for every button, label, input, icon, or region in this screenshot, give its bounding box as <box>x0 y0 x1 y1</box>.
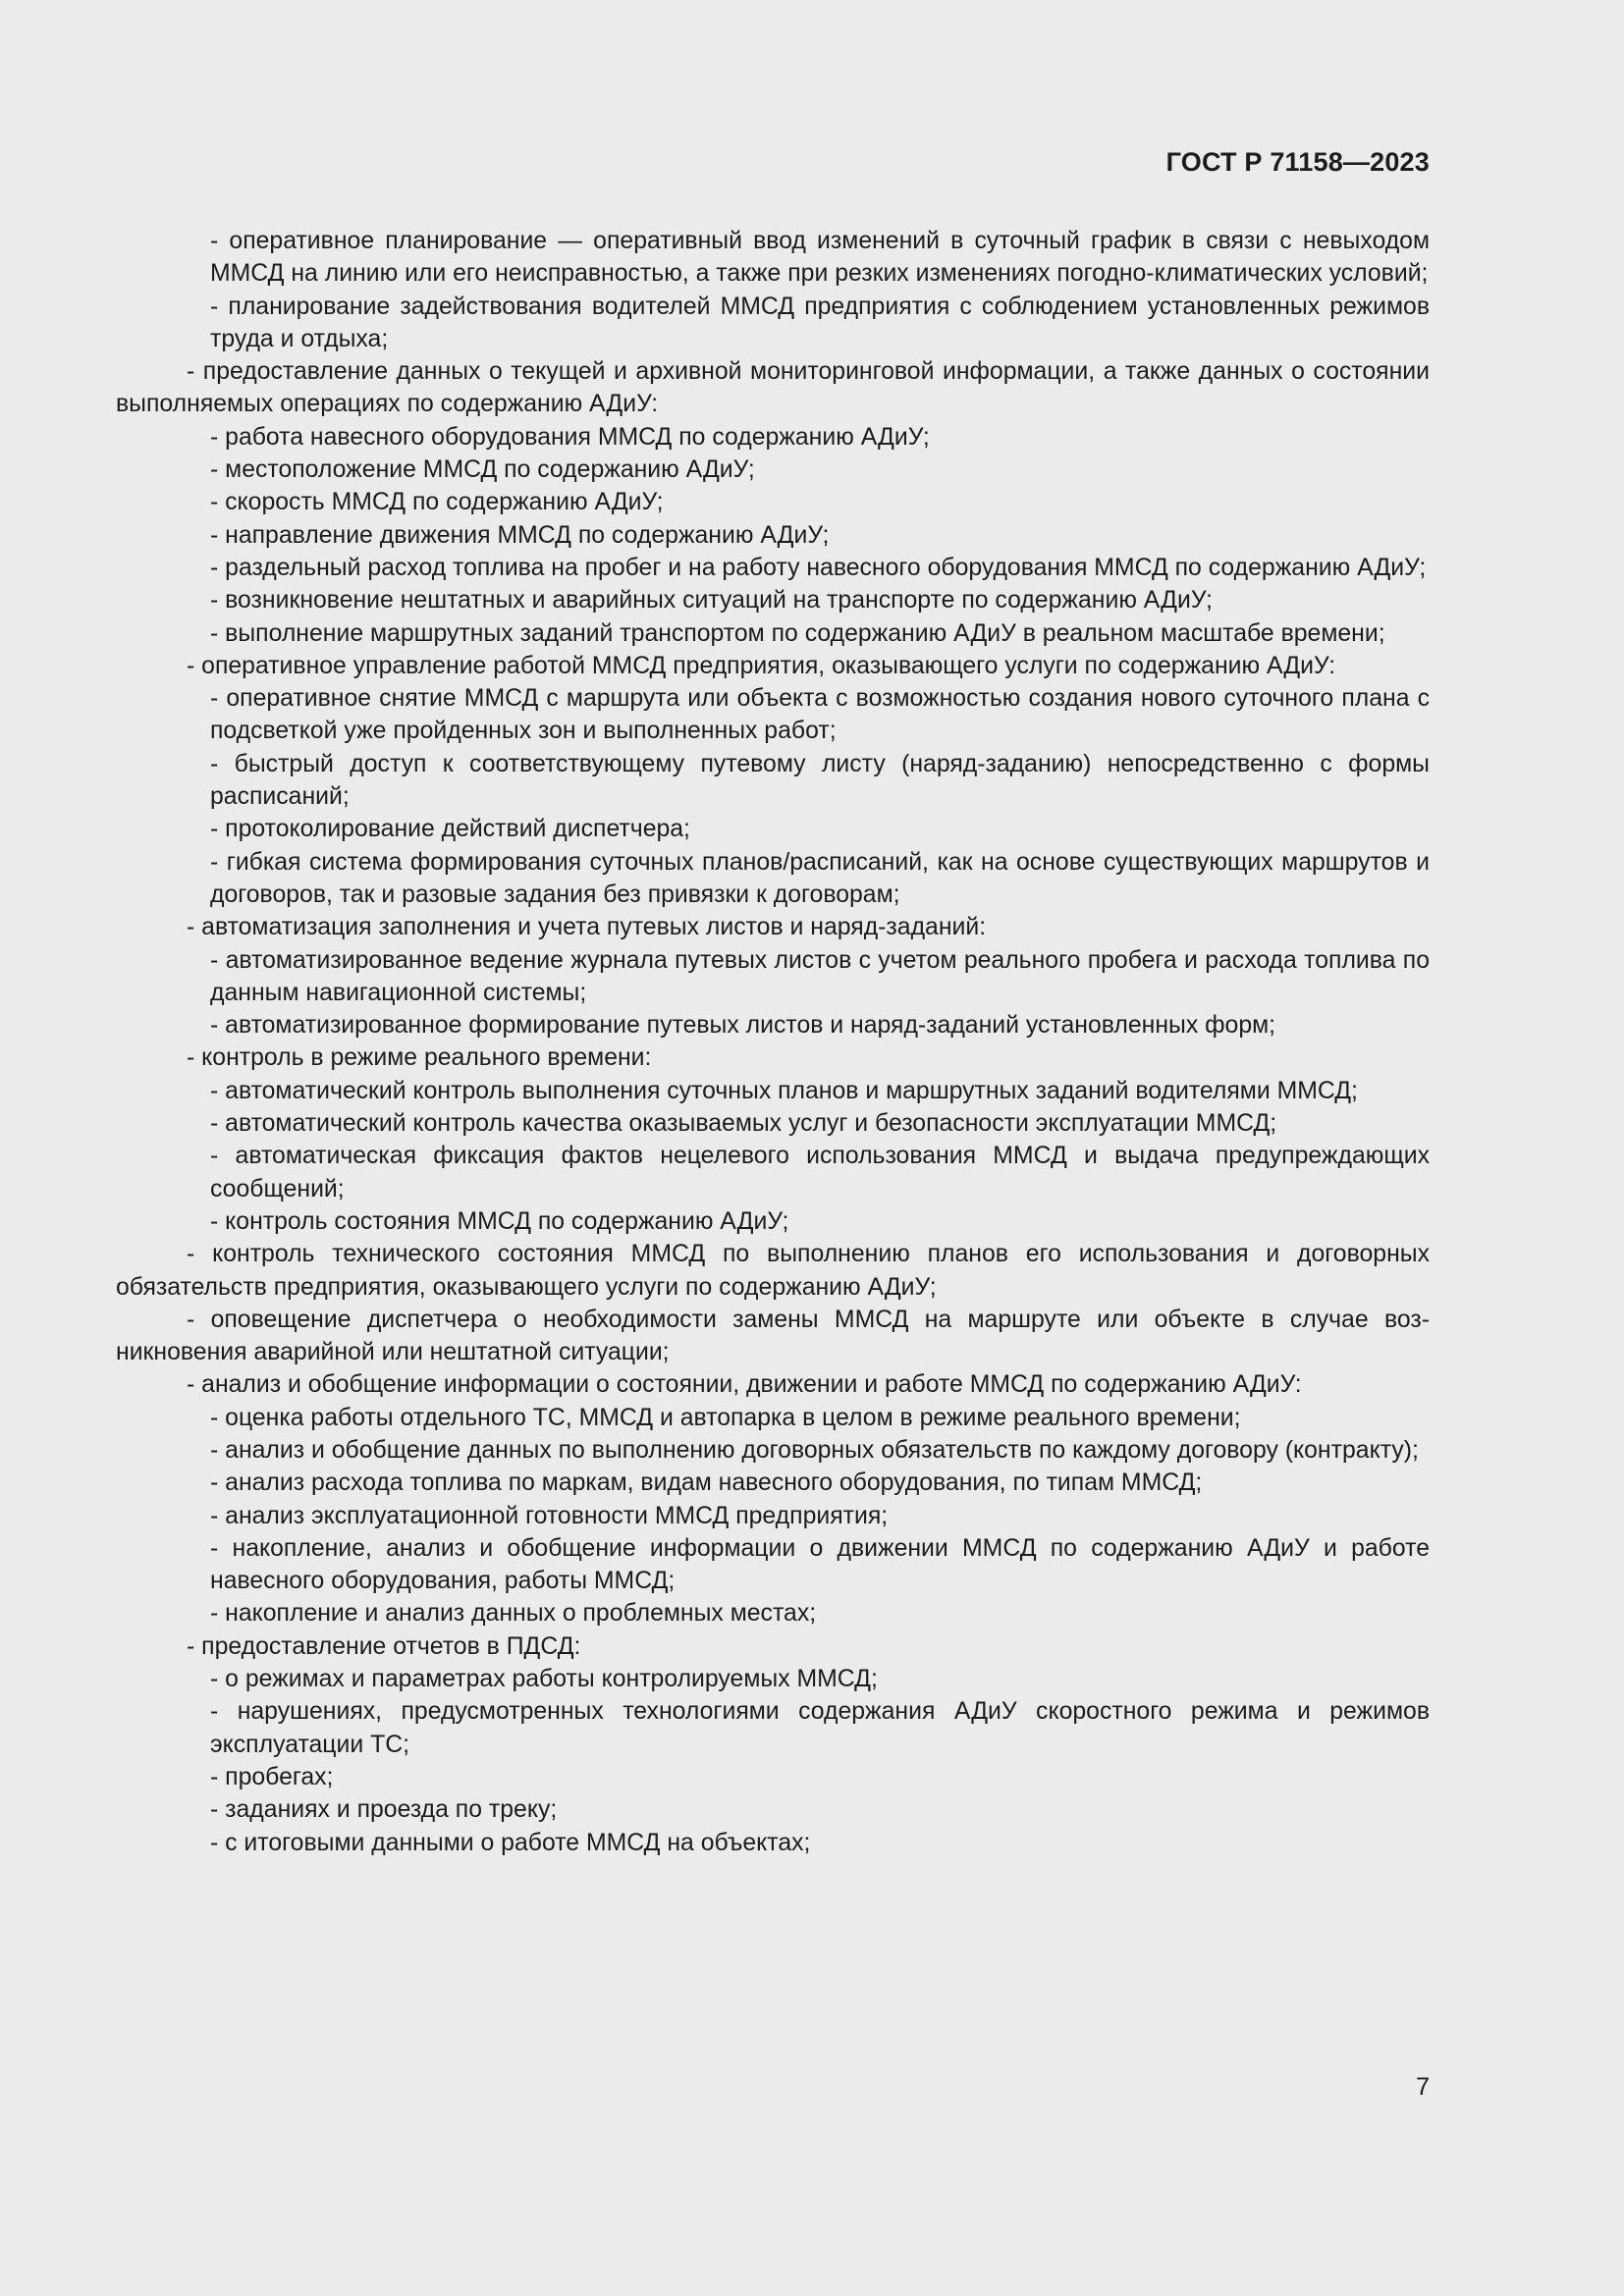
sub-list-item: - автоматическая фиксация фактов нецелевого использования ММСД и выдача предупреждающих сообщений; <box>210 1143 1430 1202</box>
sub-list-item: - автоматический контроль выполнения суточных планов и маршрутных заданий водителями ММСД; <box>210 1077 1358 1104</box>
sub-list-item: - гибкая система формирования суточных планов/расписаний, как на основе существующих маршрутов и договоров, так и разовые задания без привязки к договорам; <box>210 848 1430 908</box>
page-number: 7 <box>1416 2073 1430 2101</box>
sub-list-item: - накопление, анализ и обобщение информации о движении ММСД по содержанию АДиУ и работе навесного оборудования, работы ММСД; <box>210 1534 1430 1595</box>
list-item: - контроль в режиме реального времени: <box>187 1044 652 1072</box>
list-item: - оповещение диспетчера о необходимости замены ММСД на маршруте или объекте в случае возникновения аварийной или нештатной ситуации; <box>116 1306 1430 1366</box>
standard-designation: ГОСТ Р 71158—2023 <box>1165 147 1430 177</box>
sub-list-item: - планирование задействования водителей ММСД предприятия с соблюдением установленных режимов труда и отдыха; <box>210 293 1430 352</box>
sub-list-item: - раздельный расход топлива на пробег и на работу навесного оборудования ММСД по содержанию АДиУ; <box>210 554 1427 581</box>
sub-list-item: - работа навесного оборудования ММСД по содержанию АДиУ; <box>210 423 930 451</box>
sub-list-item: - выполнение маршрутных заданий транспортом по содержанию АДиУ в реальном масштабе времени; <box>210 619 1385 647</box>
sub-list-item: - анализ эксплуатационной готовности ММСД предприятия; <box>210 1502 889 1529</box>
sub-list-item: - протоколирование действий диспетчера; <box>210 816 690 843</box>
sub-list-item: - автоматизированное ведение журнала путевых листов с учетом реального пробега и расхода топлива по данным навигационной системы; <box>210 946 1430 1006</box>
sub-list-item: - анализ расхода топлива по маркам, видам навесного оборудования, по типам ММСД; <box>210 1469 1203 1497</box>
sub-list-item: - скорость ММСД по содержанию АДиУ; <box>210 489 664 516</box>
sub-list-item: - заданиях и проезда по треку; <box>210 1796 558 1824</box>
list-item: - автоматизация заполнения и учета путевых листов и наряд-заданий: <box>187 914 987 941</box>
sub-list-item: - оперативное планирование — оперативный ввод изменений в суточный график в связи с невыходом ММСД на линию или его неисправностью, а также при резких изменениях погодно-климатических условий; <box>210 228 1430 288</box>
sub-list-item: - нарушениях, предусмотренных технологиями содержания АДиУ скоростного режима и режимов эксплуатации ТС; <box>210 1698 1430 1758</box>
sub-list-item: - накопление и анализ данных о проблемных местах; <box>210 1600 817 1628</box>
sub-list-item: - местоположение ММСД по содержанию АДиУ; <box>210 456 755 484</box>
sub-list-item: - оперативное снятие ММСД с маршрута или объекта с возможностью создания нового суточного плана с подсветкой уже пройденных зон и выполненных работ; <box>210 685 1430 745</box>
sub-list-item: - возникновение нештатных и аварийных ситуаций на транспорте по содержанию АДиУ; <box>210 587 1213 614</box>
list-item: - анализ и обобщение информации о состоянии, движении и работе ММСД по содержанию АДиУ: <box>187 1371 1302 1399</box>
list-item: - предоставление данных о текущей и архивной мониторинговой информации, а также данных о состоянии выполняемых операциях по содержанию АДиУ: <box>116 358 1430 418</box>
sub-list-item: - быстрый доступ к соответствующему путевому листу (наряд-заданию) непосредственно с формы расписаний; <box>210 750 1430 811</box>
sub-list-item: - направление движения ММСД по содержанию АДиУ; <box>210 521 830 549</box>
list-item: - контроль технического состояния ММСД по выполнению планов его использования и договорных обязательств предприятия, оказывающего услуги по содержанию АДиУ; <box>116 1241 1430 1301</box>
list-item: - предоставление отчетов в ПДСД: <box>187 1632 581 1660</box>
sub-list-item: - автоматический контроль качества оказываемых услуг и безопасности эксплуатации ММСД; <box>210 1110 1277 1138</box>
sub-list-item: - анализ и обобщение данных по выполнению договорных обязательств по каждому договору (контракту); <box>210 1436 1419 1464</box>
list-item: - оперативное управление работой ММСД предприятия, оказывающего услуги по содержанию АДиУ: <box>187 652 1336 679</box>
sub-list-item: - пробегах; <box>210 1763 334 1790</box>
sub-list-item: - автоматизированное формирование путевых листов и наряд-заданий установленных форм; <box>210 1012 1276 1040</box>
sub-list-item: - контроль состояния ММСД по содержанию АДиУ; <box>210 1207 789 1235</box>
document-body <box>116 225 1430 1859</box>
sub-list-item: - о режимах и параметрах работы контролируемых ММСД; <box>210 1666 878 1693</box>
sub-list-item: - оценка работы отдельного ТС, ММСД и автопарка в целом в режиме реального времени; <box>210 1404 1241 1431</box>
sub-list-item: - с итоговыми данными о работе ММСД на объектах; <box>210 1829 811 1856</box>
